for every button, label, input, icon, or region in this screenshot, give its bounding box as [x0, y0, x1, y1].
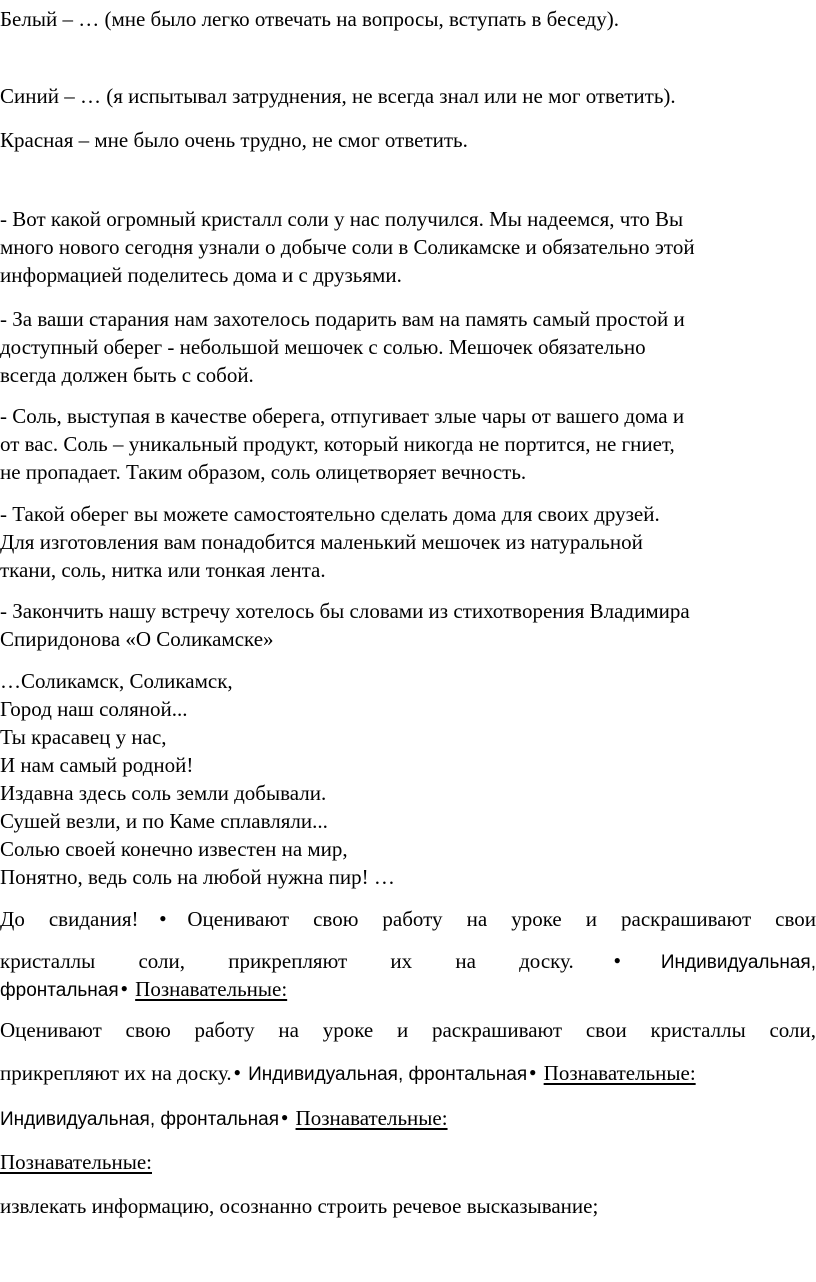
paragraph-2-line-2: доступный оберег - небольшой мешочек с солью. Мешочек обязательно — [0, 335, 646, 359]
paragraph-4-line-2: Для изготовления вам понадобится маленький мешочек из натуральной — [0, 530, 643, 554]
activity-text-part-a: Оценивают свою работу на уроке и раскрашивают свои — [187, 907, 816, 931]
goodbye-activity-line-2 — [0, 946, 816, 977]
activity-text-end: прикрепляют их на доску. — [0, 1061, 232, 1085]
cognitive-heading: Познавательные: — [0, 1150, 152, 1174]
paragraph-1-line-1: - Вот какой огромный кристалл соли у нас получился. Мы надеемся, что Вы — [0, 207, 684, 231]
paragraph-2-line-3: всегда должен быть с собой. — [0, 363, 254, 387]
paragraph-3-line-1: - Соль, выступая в качестве оберега, отпугивает злые чары от вашего дома и — [0, 404, 685, 428]
skills-line: извлекать информацию, осознанно строить речевое высказывание; — [0, 1194, 599, 1218]
bullet-icon: ● — [140, 911, 186, 925]
poem-line-4: И нам самый родной! — [0, 753, 194, 777]
intro-blue: Синий – … (я испытывал затруднения, не всегда знал или не мог ответить). — [0, 84, 676, 108]
poem-line-7: Солью своей конечно известен на мир, — [0, 837, 348, 861]
paragraph-1-line-3: информацией поделитесь дома и с друзьями. — [0, 263, 402, 287]
paragraph-4-line-1: - Такой оберег вы можете самостоятельно сделать дома для своих друзей. — [0, 502, 660, 526]
poem-line-2: Город наш соляной... — [0, 697, 188, 721]
cognitive-heading: Познавательные: — [135, 977, 288, 1001]
form-line — [0, 1103, 448, 1134]
intro-white: Белый – … (мне было легко отвечать на вопросы, вступать в беседу). — [0, 7, 619, 31]
bullet-icon: ● — [120, 981, 128, 995]
goodbye-text: До свидания! — [0, 907, 139, 931]
paragraph-5-line-1: - Закончить нашу встречу хотелось бы словами из стихотворения Владимира — [0, 599, 690, 623]
paragraph-5-line-2: Спиридонова «О Соликамске» — [0, 627, 274, 651]
cognitive-heading-line — [0, 1148, 152, 1176]
paragraph-2-line-1: - За ваши старания нам захотелось подарить вам на память самый простой и — [0, 307, 685, 331]
intro-red: Красная – мне было очень трудно, не смог ответить. — [0, 128, 468, 152]
paragraph-3-line-2: от вас. Соль – уникальный продукт, который никогда не портится, не гниет, — [0, 432, 675, 456]
poem-line-8: Понятно, ведь соль на любой нужна пир! … — [0, 865, 395, 889]
activity-text-part-b: кристаллы соли, прикрепляют их на доску. — [0, 949, 574, 973]
cognitive-heading: Познавательные: — [295, 1106, 448, 1130]
bullet-icon: ● — [529, 1065, 537, 1079]
poem-line-1: …Соликамск, Соликамск, — [0, 669, 233, 693]
poem-line-6: Сушей везли, и по Каме сплавляли... — [0, 809, 328, 833]
form-text: Индивидуальная, фронтальная — [248, 1064, 528, 1085]
form-cognitive-line — [0, 974, 287, 1005]
activity-line-1: Оценивают свою работу на уроке и раскрашивают свои кристаллы соли, — [0, 1018, 816, 1042]
paragraph-1-line-2: много нового сегодня узнали о добыче соли в Соликамске и обязательно этой — [0, 235, 695, 259]
activity-line-2 — [0, 1058, 696, 1089]
form-text-part-a: Индивидуальная, — [660, 952, 816, 973]
paragraph-3-line-3: не пропадает. Таким образом, соль олицетворяет вечность. — [0, 460, 527, 484]
poem-line-3: Ты красавец у нас, — [0, 725, 167, 749]
paragraph-4-line-3: ткани, соль, нитка или тонкая лента. — [0, 558, 326, 582]
form-text-part-b: фронтальная — [0, 980, 119, 1001]
cognitive-heading: Познавательные: — [543, 1061, 696, 1085]
bullet-icon: ● — [575, 953, 659, 967]
bullet-icon: ● — [281, 1110, 289, 1124]
goodbye-activity-line-1 — [0, 904, 816, 933]
form-text: Индивидуальная, фронтальная — [0, 1109, 280, 1130]
bullet-icon: ● — [233, 1065, 241, 1079]
poem-line-5: Издавна здесь соль земли добывали. — [0, 781, 327, 805]
